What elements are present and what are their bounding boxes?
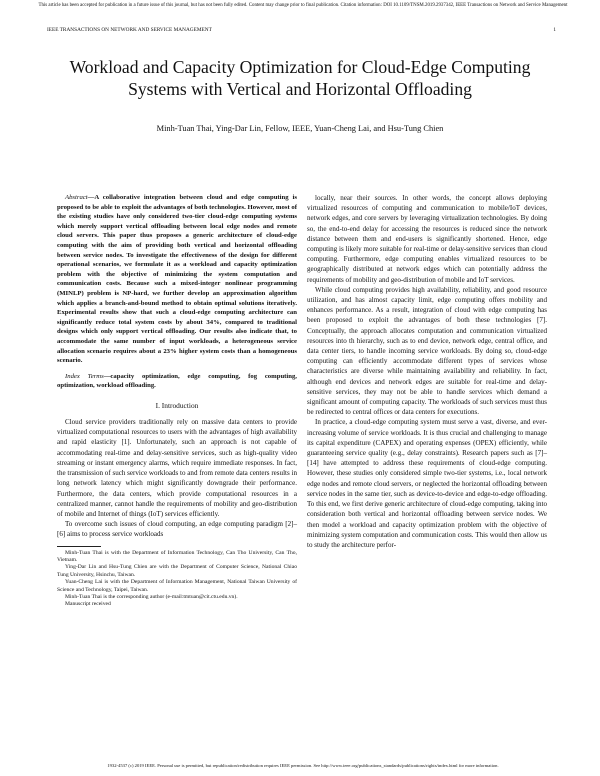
journal-name: IEEE TRANSACTIONS ON NETWORK AND SERVICE MANAGEMENT [47,27,212,33]
body-paragraph: In practice, a cloud-edge computing system must serve a vast, diverse, and ever-increasing volume of service workloads. It is thus crucial and challenging to manage its capital expenditure (CAPEX) and operating expenses (OPEX) efficiently, while guaranteeing service quality (e.g., delay constraints). Research papers such as [7]–[14] have attempted to address these requirements of cloud-edge computing. However, these studies only considered simple two-tier systems, i.e., local network edge nodes and remote cloud servers, or neglected the horizontal offloading between service nodes in the same tier, such as device-to-device and edge-to-edge offloading. To this end, we first derive generic architecture of cloud-edge computing, taking into consideration both vertical and horizontal offloading between service nodes. We then model a workload and capacity optimization problem with the objective of minimizing system computation and communication costs. This would then allow us to study the architecture perfor- [307,418,547,549]
paper-title: Workload and Capacity Optimization for Cloud-Edge Computing Systems with Vertical and Horizontal Offloading [69,57,531,99]
running-head [47,27,556,33]
footnote: Yuan-Cheng Lai is with the Department of Information Management, National Taiwan University of Science and Technology, Taipei, Taiwan. [57,579,297,593]
author-list: Minh-Tuan Thai, Ying-Dar Lin, Fellow, IEEE, Yuan-Cheng Lai, and Hsu-Tung Chien [156,124,444,133]
index-terms-label: Index Terms [65,372,104,380]
abstract-label: Abstract [65,194,88,201]
index-terms [57,372,297,391]
footnote: Ying-Dar Lin and Hsu-Tung Chien are with the Department of Computer Science, National Chiao Tung University, Hsinchu, Taiwan. [57,564,297,578]
abstract [57,193,297,366]
right-column [307,193,547,550]
footnote-rule [57,546,101,547]
left-column [57,193,297,609]
body-paragraph: Cloud service providers traditionally rely on massive data centers to provide virtualized computational resources to users with the advantages of high availability and rapid elasticity [1]. Unfortunately, such an approach is not capable of accommodating real-time and delay-sensitive services, such as high-quality video streaming or instant emergency alarms, which require immediate responses. In fact, the transmission of such service workloads to and from remote data centers results in long network latency which might significantly downgrade their performance. Furthermore, the data centers, which provide computational resources in a centralized manner, cannot handle the requirements of mobility and geo-distribution of mobile and Internet of things (IoT) services efficiently. [57,418,297,518]
copyright-strip: 1932-4537 (c) 2019 IEEE. Personal use is permitted, but republication/redistribution requires IEEE permission. See http://www.ieee.org/publications_standards/publications/rights/index.html for more information. [107,763,499,768]
index-terms-text: —capacity optimization, edge computing, fog computing, optimization, workload offloading. [57,372,297,390]
section-heading: I. Introduction [155,400,199,410]
publication-notice: This article has been accepted for publication in a future issue of this journal, but has not been fully edited. Content may change prior to final publication. Citation information: DOI 10.1109/TNSM.2019.2937342, IEEE Transactions on Network and Service Management [38,3,568,8]
body-paragraph: While cloud computing provides high availability, reliability, and good resource utilization, and has almost capacity limit, edge computing offers mobility and enhances performance. As a result, integration of cloud with edge computing has been proposed to exploit the advantages of both these technologies [7]. Conceptually, the approach allocates computation and communication virtualized resources into th hierarchy, such as to end device, network edge, central office, and data center tiers, to handle incoming service workloads. By doing so, cloud-edge computing can efficiently accommodate different types of services whose characteristics are diverse while maintaining availability and reliability. In fact, although end devices and network edges are suitable for real-time and delay-sensitive services, they may not be able to handle services which demand a significant amount of computing capacity. The workloads of such services must thus be redirected to central offices or data centers for executions. [307,285,547,417]
abstract-text: —A collaborative integration between cloud and edge computing is proposed to be able to exploit the advantages of both technologies. However, most of the existing studies have only considered two-tier cloud-edge computing systems which merely support vertical offloading between local edge nodes and remote cloud servers. This paper thus proposes a generic architecture of cloud-edge computing with the aim of providing both vertical and horizontal offloading between service nodes. To investigate the effectiveness of the design for different operational scenarios, we formulate it as a workload and capacity optimization problem with the objective of minimizing the system computation and communication costs. Because such a mixed-integer nonlinear programming (MINLP) problem is NP-hard, we further develop an approximation algorithm which applies a branch-and-bound method to obtain optimal solutions iteratively. Experimental results show that such a cloud-edge computing architecture can significantly reduce total system costs by about 34%, compared to traditional designs which only support vertical offloading. Our results also indicate that, to accommodate the same number of input workloads, a heterogeneous service allocation scenario requires about a 23% higher system costs than a homogeneous scenario. [57,194,297,365]
footnote: Minh-Tuan Thai is the corresponding author (e-mail:tmtuan@cit.ctu.edu.vn). [65,593,238,600]
page-number: 1 [553,27,556,33]
footnote: Minh-Tuan Thai is with the Department of Information Technology, Can Tho University, Can Tho, Vietnam. [57,549,297,563]
body-paragraph: locally, near their sources. In other words, the concept allows deploying virtualized resources of computing and communication to mobile/IoT devices, network edges, and core servers by leveraging virtualization technologies. By doing so, the end-to-end delay for accessing the resources is reduced since the network distance between them and end-users is significantly shortened. Hence, edge computing is likely more suitable for real-time or delay-sensitive services than cloud computing. Furthermore, edge computing enables virtualized resources to be geographically distributed at network edges which can potentially address the requirements of mobility and geo-distribution of mobile and IoT services. [307,194,547,284]
footnote: Manuscript received [65,601,111,608]
body-paragraph: To overcome such issues of cloud computing, an edge computing paradigm [2]–[6] aims to process service workloads [57,520,297,539]
